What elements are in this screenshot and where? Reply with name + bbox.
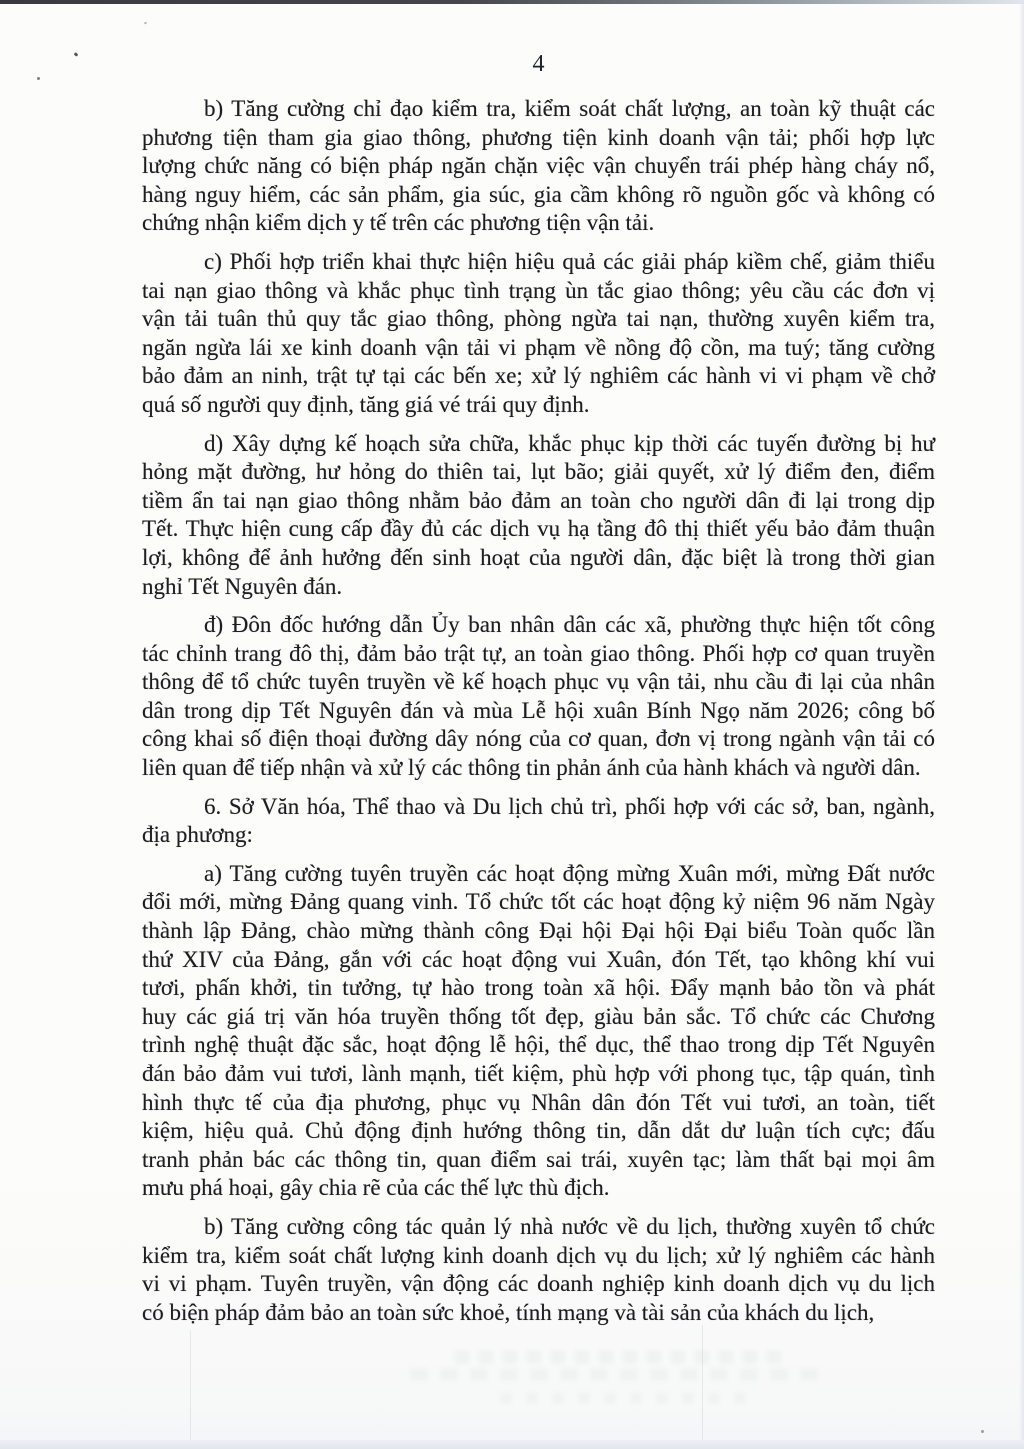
section-6-culture-sports-tourism xyxy=(142,793,935,850)
ink-bleed-through xyxy=(410,1368,830,1381)
text-line: đán bảo đảm vui tươi, lành mạnh, tiết kiệm, phù hợp với phong tục, tập quán, tình xyxy=(142,1061,935,1086)
text-line: trình nghệ thuật đặc sắc, hoạt động lễ hội, thể dục, thể thao trong dịp Tết Nguyên xyxy=(142,1032,935,1058)
text-line: tươi, phấn khởi, tin tưởng, tự hào trong toàn xã hội. Đẩy mạnh bảo tồn và phát xyxy=(142,975,935,1001)
text-line: 6. Sở Văn hóa, Thể thao và Du lịch chủ trì, phối hợp với các sở, ban, ngành, xyxy=(204,793,935,819)
text-line: tranh phản bác các thông tin, quan điểm sai trái, xuyên tạc; làm thất bại mọi âm xyxy=(142,1146,935,1172)
text-line: mưu phá hoại, gây chia rẽ của các thế lực thù địch. xyxy=(142,1175,610,1201)
text-line: b) Tăng cường công tác quản lý nhà nước về du lịch, thường xuyên tổ chức xyxy=(204,1213,935,1239)
para-d-road-repair xyxy=(142,430,935,602)
paper-crease xyxy=(702,1325,703,1440)
text-line: phương tiện tham gia giao thông, phương tiện kinh doanh vận tải; phối hợp lực xyxy=(142,124,935,150)
text-line: hàng nguy hiểm, các sản phẩm, gia súc, gia cầm không rõ nguồn gốc và không có xyxy=(142,181,935,207)
para-a-spring-propaganda xyxy=(142,860,935,1203)
para-dd-urban-order xyxy=(142,611,935,783)
scan-speck xyxy=(144,21,148,24)
text-line: b) Tăng cường chỉ đạo kiểm tra, kiểm soát chất lượng, an toàn kỹ thuật các xyxy=(204,96,935,121)
text-line: d) Xây dựng kế hoạch sửa chữa, khắc phục kịp thời các tuyến đường bị hư xyxy=(204,430,935,456)
page-number: 4 xyxy=(532,51,545,77)
para-b-tourism-management xyxy=(142,1213,935,1327)
text-line: c) Phối hợp triển khai thực hiện hiệu quả các giải pháp kiềm chế, giảm thiểu xyxy=(204,248,935,274)
text-line: kiệm, hiệu quả. Chủ động định hướng thông tin, dẫn dắt dư luận tích cực; đấu xyxy=(142,1118,935,1144)
text-line: thành lập Đảng, chào mừng thành công Đại hội Đại hội Đại biểu Toàn quốc lần xyxy=(142,918,935,944)
text-line: công khai số điện thoại đường dây nóng của cơ quan, đơn vị trong ngành vận tải có xyxy=(142,726,935,752)
text-line: Tết. Thực hiện cung cấp đầy đủ các dịch vụ hạ tầng đô thị thiết yếu bảo đảm thuận xyxy=(142,516,935,542)
scan-speck xyxy=(37,77,40,80)
scan-speck xyxy=(981,1430,984,1433)
text-line: huy các giá trị văn hóa truyền thống tốt đẹp, giàu bản sắc. Tổ chức các Chương xyxy=(142,1003,935,1029)
text-line: nghỉ Tết Nguyên đán. xyxy=(142,573,343,599)
text-line: bảo đảm an ninh, trật tự tại các bến xe; xử lý nghiêm các hành vi vi phạm về chở xyxy=(142,363,935,389)
text-line: tai nạn giao thông và khắc phục tình trạng ùn tắc giao thông; yêu cầu các đơn vị xyxy=(142,277,935,303)
para-b-transport-inspection xyxy=(142,95,935,238)
text-line: lượng chức năng có biện pháp ngăn chặn việc vận chuyển trái phép hàng cháy nổ, xyxy=(142,153,935,179)
text-line: thông để tổ chức tuyên truyền về kế hoạch phục vụ vận tải, nhu cầu đi lại của nhân xyxy=(142,669,935,695)
text-line: có biện pháp đảm bảo an toàn sức khoẻ, tính mạng và tài sản của khách du lịch, xyxy=(142,1299,875,1325)
text-line: vi vi phạm. Tuyên truyền, vận động các doanh nghiệp kinh doanh dịch vụ du lịch xyxy=(142,1271,935,1297)
ink-bleed-through xyxy=(500,1392,760,1404)
scan-speck xyxy=(74,52,79,57)
paper-crease xyxy=(190,1330,191,1440)
text-line: tác chỉnh trang đô thị, đảm bảo trật tự, an toàn giao thông. Phối hợp cơ quan truyền xyxy=(142,640,935,666)
text-column xyxy=(142,50,935,1327)
scan-edge-top-strip xyxy=(0,0,1024,4)
text-line: liên quan để tiếp nhận và xử lý các thông tin phản ánh của hành khách và người dân. xyxy=(142,755,921,781)
text-line: dân trong dịp Tết Nguyên đán và mùa Lễ hội xuân Bính Ngọ năm 2026; công bố xyxy=(142,697,935,723)
text-line: chứng nhận kiểm dịch y tế trên các phương tiện vận tải. xyxy=(142,210,655,236)
text-line: a) Tăng cường tuyên truyền các hoạt động mừng Xuân mới, mừng Đất nước xyxy=(204,860,935,886)
text-line: ngăn ngừa lái xe kinh doanh vận tải vi phạm về nồng độ cồn, ma tuý; tăng cường xyxy=(142,334,935,360)
ink-bleed-through xyxy=(455,1350,785,1364)
text-line: đ) Đôn đốc hướng dẫn Ủy ban nhân dân các xã, phường thực hiện tốt công xyxy=(204,612,935,638)
text-line: địa phương: xyxy=(142,822,253,848)
text-line: hỏng mặt đường, hư hỏng do thiên tai, lụt bão; giải quyết, xử lý điểm đen, điểm xyxy=(142,459,935,485)
para-c-traffic-safety xyxy=(142,248,935,420)
text-line: lợi, không để ảnh hưởng đến sinh hoạt của người dân, đặc biệt là trong thời gian xyxy=(142,544,935,570)
document-body xyxy=(142,95,935,1327)
text-line: thứ XIV của Đảng, gắn với các hoạt động vui Xuân, đón Tết, tạo không khí vui xyxy=(142,946,935,972)
text-line: đổi mới, mừng Đảng quang vinh. Tổ chức tốt các hoạt động kỷ niệm 96 năm Ngày xyxy=(142,889,935,915)
text-line: kiểm tra, kiểm soát chất lượng kinh doanh dịch vụ du lịch; xử lý nghiêm các hành xyxy=(142,1242,935,1268)
text-line: quá số người quy định, tăng giá vé trái quy định. xyxy=(142,391,590,417)
scan-edge-bottom-strip xyxy=(0,1440,1024,1449)
scan-edge-right-strip xyxy=(1019,0,1024,1449)
text-line: tiềm ẩn tai nạn giao thông nhằm bảo đảm an toàn cho người dân đi lại trong dịp xyxy=(142,487,935,513)
text-line: hình thực tế của địa phương, phục vụ Nhân dân đón Tết vui tươi, an toàn, tiết xyxy=(142,1089,935,1115)
text-line: vận tải tuân thủ quy tắc giao thông, phòng ngừa tai nạn, thường xuyên kiểm tra, xyxy=(142,306,935,332)
